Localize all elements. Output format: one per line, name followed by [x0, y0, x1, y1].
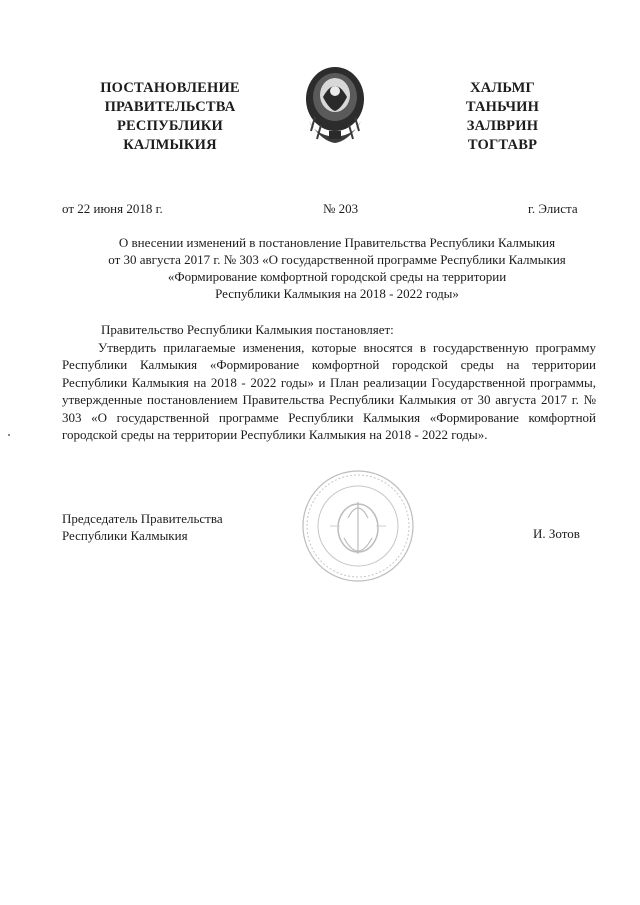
- document-title: [62, 234, 612, 302]
- header-right-line: ХАЛЬМГ: [470, 80, 535, 96]
- header-right-title: [430, 79, 575, 155]
- document-date: от 22 июня 2018 г.: [62, 201, 163, 216]
- header-left-title: [70, 79, 270, 155]
- header-left-line: ПРАВИТЕЛЬСТВА: [104, 99, 236, 115]
- header-right-line: ЗАЛВРИН: [466, 118, 539, 134]
- resolution-body: Утвердить прилагаемые изменения, которые вносятся в государственную программу Республики Калмыкия «Формирование комфортной городской среды на территории Республики Калмыкия на 2018 - 2022 годы» и План реализации Государственной программы, утвержденные постановлением Правительства Республики Калмыкия от 30 августа 2017 г. № 303 «О государственной программе Республики Калмыкия «Формирование комфортной городской среды на территории Республики Калмыкия на 2018 - 2022 годы».: [62, 340, 596, 443]
- document-number: № 203: [323, 201, 359, 216]
- scan-speck: [8, 434, 10, 436]
- document-city: г. Элиста: [528, 201, 578, 216]
- signatory-title: [62, 510, 302, 544]
- header-left-line: РЕСПУБЛИКИ: [116, 118, 224, 134]
- header-left-line: ПОСТАНОВЛЕНИЕ: [100, 80, 240, 96]
- signatory-name: И. Зотов: [533, 526, 580, 541]
- title-line: «Формирование комфортной городской среды на территории: [167, 269, 507, 284]
- header-left-line: КАЛМЫКИЯ: [123, 137, 217, 153]
- signatory-title-line: Республики Калмыкия: [62, 528, 188, 543]
- title-line: О внесении изменений в постановление Правительства Республики Калмыкия: [118, 235, 556, 250]
- header-right-line: ТАНЬЧИН: [465, 99, 540, 115]
- header-right-line: ТОГТАВР: [467, 137, 538, 153]
- official-seal-icon: [300, 468, 416, 584]
- signatory-title-line: Председатель Правительства: [62, 511, 223, 526]
- resolution-intro: Правительство Республики Калмыкия постановляет:: [101, 322, 394, 337]
- kalmykia-emblem-icon: [295, 55, 375, 150]
- title-line: Республики Калмыкия на 2018 - 2022 годы»: [215, 286, 459, 301]
- title-line: от 30 августа 2017 г. № 303 «О государственной программе Республики Калмыкия: [108, 252, 566, 267]
